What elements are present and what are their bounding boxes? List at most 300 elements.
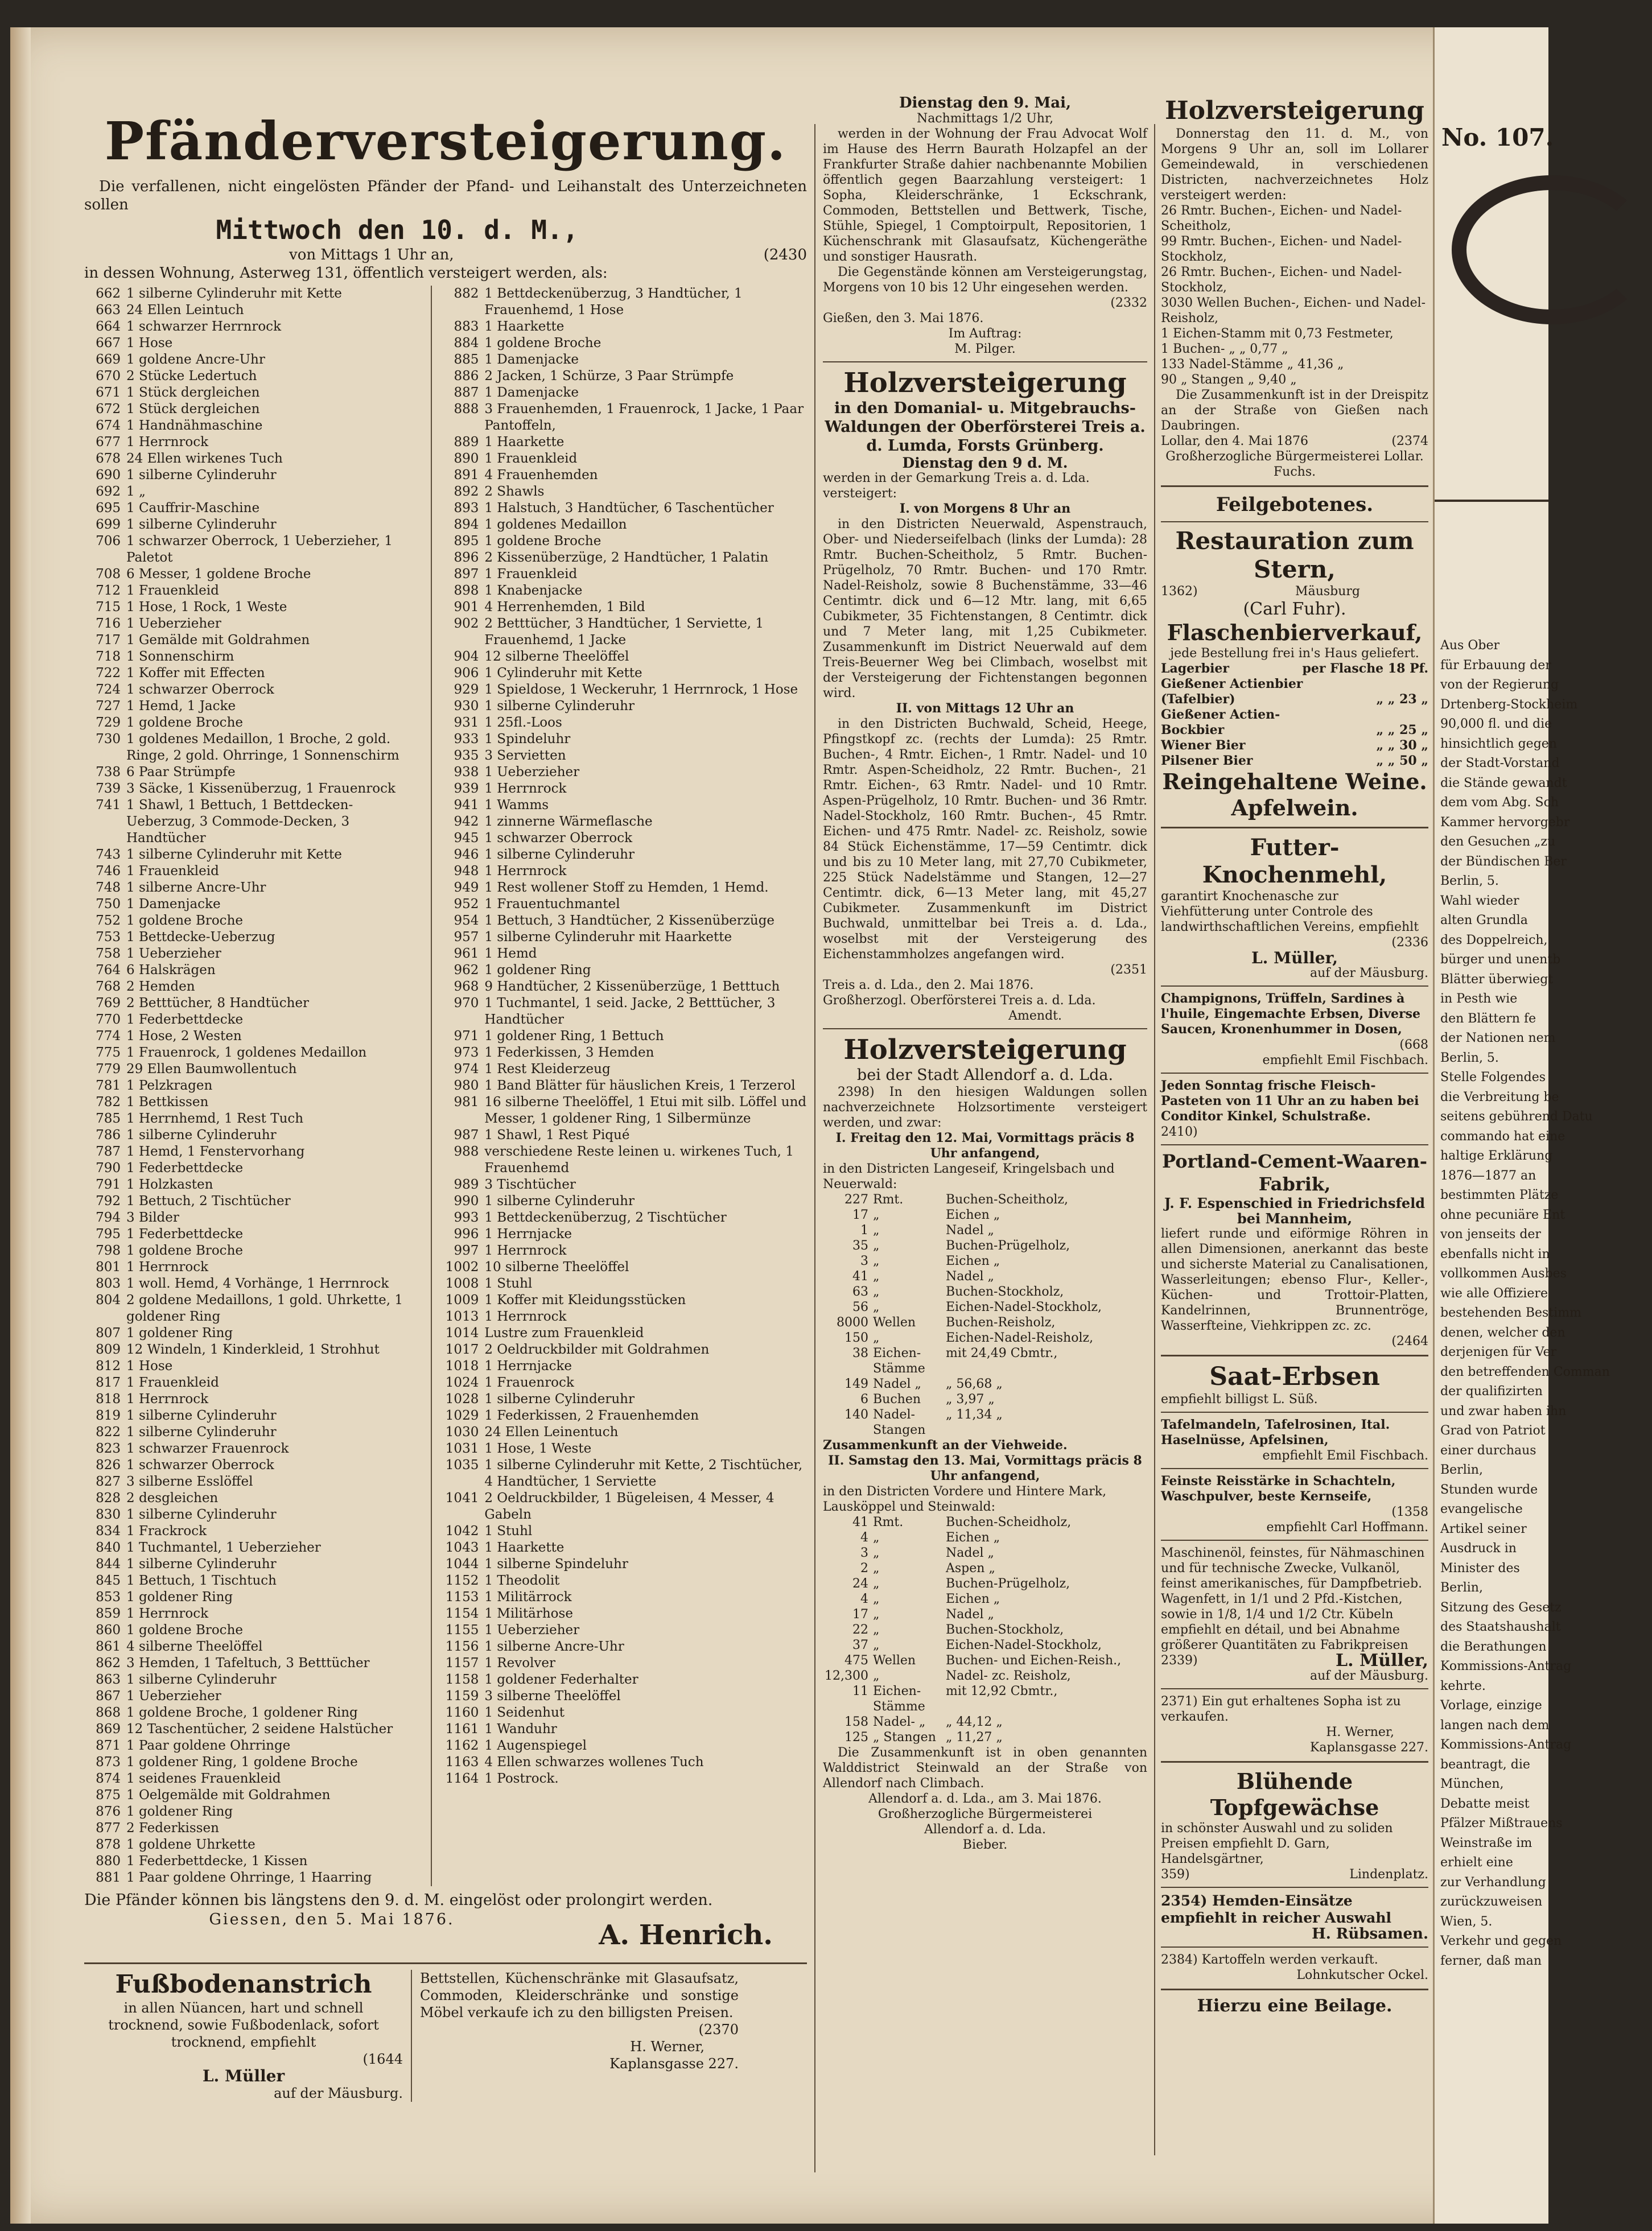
- pawn-item-number: 790: [96, 1161, 121, 1176]
- lot-row: [823, 1223, 1147, 1238]
- pawn-item-description: 24 Ellen Leintuch: [126, 303, 244, 317]
- lot-quantity: 6: [860, 1392, 868, 1407]
- adjacent-page-line: von der Regierung: [1440, 678, 1559, 692]
- pawn-item-description: 4 Ellen schwarzes wollenes Tuch: [484, 1755, 704, 1770]
- section-rule: [1161, 1468, 1428, 1469]
- pawn-item-description: 1 Stück dergleichen: [126, 402, 260, 416]
- lot-quantity: 12,300: [825, 1669, 868, 1683]
- pawn-item-description: 1 Herrnrock: [126, 1392, 209, 1407]
- lot-row: [823, 1192, 1147, 1207]
- adjacent-page-line: Verkehr und gegen: [1440, 1934, 1562, 1948]
- pawn-item-description: 1 Frackrock: [126, 1524, 207, 1539]
- pawn-item-row: [84, 1045, 421, 1061]
- pawn-item-number: 891: [454, 468, 479, 483]
- pawn-item-description: 1 Cylinderuhr mit Kette: [484, 666, 642, 681]
- pawn-item-description: 1 silberne Cylinderuhr: [126, 517, 277, 532]
- pawn-item-description: 1 Augenspiegel: [484, 1738, 587, 1753]
- pawn-item-description: 1 Frauenkleid: [126, 864, 219, 879]
- pawn-item-number: 885: [454, 352, 479, 367]
- pawn-item-number: 809: [96, 1342, 121, 1357]
- pawn-item-number: 764: [96, 963, 121, 978]
- pawn-item-row: [442, 1721, 807, 1738]
- pawn-item-row: [84, 319, 421, 335]
- pawn-item-number: 989: [454, 1177, 479, 1192]
- pawn-item-description: 2 Betttücher, 3 Handtücher, 1 Serviette, 1 Frauenhemd, 1 Jacke: [484, 616, 764, 648]
- pawn-item-number: 868: [96, 1705, 121, 1720]
- pawn-item-number: 664: [96, 319, 121, 334]
- pawn-item-description: 3 silberne Theelöffel: [484, 1689, 621, 1704]
- lot-unit: Wellen: [873, 1653, 916, 1668]
- pawn-item-description: 1 goldener Ring: [126, 1590, 233, 1605]
- pawn-item-description: 1 Bettdeckenüberzug, 2 Tischtücher: [484, 1210, 727, 1225]
- pawn-item-number: 834: [96, 1524, 121, 1539]
- pawn-item-row: [442, 995, 807, 1028]
- machine-oil-ad: Maschinenöl, feinstes, für Nähmaschinen und für technische Zwecke, Vulkanöl, feinst amerikanisches, für Dampfbetrieb.: [1161, 1546, 1425, 1591]
- pawn-item-number: 708: [96, 567, 121, 582]
- pawn-item-number: 902: [454, 616, 479, 631]
- lot-quantity: 8000: [837, 1315, 868, 1330]
- pawn-item-number: 712: [96, 583, 121, 598]
- pawn-item-number: 730: [96, 732, 121, 747]
- pawn-item-row: [442, 649, 807, 665]
- pawn-item-description: 1 Bettuch, 1 Tischtuch: [126, 1573, 277, 1588]
- lot-unit: „: [873, 1331, 880, 1345]
- pawn-item-description: 1 Haarkette: [484, 435, 565, 450]
- pawn-item-row: [442, 1292, 807, 1309]
- lot-description: Nadel „: [946, 1223, 994, 1238]
- section-rule: [84, 1962, 807, 1964]
- adjacent-page-line: den Gesuchen „zu: [1440, 835, 1556, 849]
- shirt-inserts-ad: 2354) Hemden-Einsätze empfiehlt in reicher Auswahl: [1161, 1892, 1392, 1926]
- bone-meal-address: auf der Mäusburg.: [1310, 966, 1428, 980]
- pawn-item-row: [84, 863, 421, 880]
- pawn-item-number: 1028: [445, 1392, 479, 1407]
- pawn-item-row: [442, 1259, 807, 1276]
- adjacent-page-line: die Stände gewandt: [1440, 776, 1567, 790]
- pawn-item-number: 877: [96, 1821, 121, 1836]
- treis-wood-auction-title: Holzversteigerung: [843, 367, 1127, 399]
- lot-row: [823, 1207, 1147, 1223]
- lollar-place: Lollar, den 4. Mai 1876: [1161, 434, 1309, 448]
- pawn-item-row: [84, 286, 421, 302]
- pawn-item-description: Lustre zum Frauenkleid: [484, 1326, 644, 1341]
- adjacent-page-line: von jenseits der: [1440, 1227, 1541, 1242]
- adjacent-page-line: evangelische: [1440, 1502, 1523, 1516]
- pawn-item-row: [84, 1375, 421, 1391]
- pawn-item-description: 1 Haarkette: [484, 319, 565, 334]
- starch-soap-signature: empfiehlt Carl Hoffmann.: [1266, 1520, 1428, 1535]
- pawn-item-number: 893: [454, 501, 479, 516]
- adjacent-page-line: kehrte.: [1440, 1679, 1486, 1693]
- pawn-item-row: [84, 797, 421, 847]
- pawn-item-number: 775: [96, 1045, 121, 1060]
- pawn-item-row: [442, 913, 807, 929]
- pawn-item-description: 1 Bettuch, 2 Tischtücher: [126, 1194, 291, 1209]
- pawn-item-description: 1 Bettdecke-Ueberzug: [126, 930, 275, 945]
- pawn-item-number: 807: [96, 1326, 121, 1341]
- pawn-item-description: 1 Spieldose, 1 Weckeruhr, 1 Herrnrock, 1 Hose: [484, 682, 798, 697]
- section-rule: [1161, 485, 1428, 487]
- pawn-item-row: [84, 467, 421, 484]
- beer-price-row: [1161, 707, 1428, 723]
- pawn-item-number: 826: [96, 1458, 121, 1473]
- furniture-ad-signature: H. Werner,: [630, 2039, 705, 2055]
- pawn-item-description: 1 goldene Broche: [484, 534, 602, 549]
- lot-row: [823, 1253, 1147, 1269]
- pawn-item-row: [84, 1672, 421, 1688]
- pawn-item-number: 1156: [445, 1639, 479, 1654]
- adjacent-page-line: Drtenberg-Stockheim: [1440, 697, 1578, 712]
- restaurant-title: Restauration zum Stern,: [1175, 527, 1414, 583]
- pawn-item-number: 724: [96, 682, 121, 697]
- pawn-item-row: [442, 847, 807, 863]
- lollar-lot-row: 26 Rmtr. Buchen-, Eichen- und Nadel-Scheitholz,: [1161, 204, 1402, 233]
- pawn-item-row: [84, 1457, 421, 1474]
- pawn-item-number: 1009: [445, 1293, 479, 1308]
- delicacies-ref: (668: [1399, 1038, 1428, 1052]
- adjacent-page-line: ebenfalls nicht in: [1440, 1247, 1550, 1261]
- wagon-grease-ref: 2339): [1161, 1653, 1198, 1668]
- treis-place: Treis a. d. Lda., den 2. Mai 1876.: [823, 978, 1034, 992]
- adjacent-page-line: Stunden wurde: [1440, 1482, 1538, 1497]
- pawn-auction-closing-place: Giessen, den 5. Mai 1876.: [209, 1911, 455, 1928]
- lot-row: [823, 1714, 1147, 1730]
- pawn-item-number: 875: [96, 1788, 121, 1803]
- pawn-item-row: [84, 500, 421, 517]
- adjacent-page-line: des Doppelreich,: [1440, 933, 1548, 947]
- pawn-item-description: 3 Säcke, 1 Kissenüberzug, 1 Frauenrock: [126, 781, 396, 796]
- pawn-item-row: [84, 1771, 421, 1787]
- pawn-item-number: 957: [454, 930, 479, 945]
- pawn-item-number: 929: [454, 682, 479, 697]
- pawn-item-number: 670: [96, 369, 121, 383]
- treis-wood-auction-subtitle: in den Domanial- u. Mitgebrauchs-Waldungen der Oberförsterei Treis a. d. Lumda, Forsts Grünberg.: [825, 399, 1146, 455]
- adjacent-page-line: die Verbreitung be: [1440, 1090, 1559, 1104]
- pawn-item-description: 2 Hemden: [126, 979, 195, 994]
- pawn-item-number: 717: [96, 633, 121, 648]
- pawn-item-row: [442, 665, 807, 682]
- pawn-item-row: [84, 1606, 421, 1622]
- pawn-item-number: 690: [96, 468, 121, 483]
- treis-wood-auction-date: Dienstag den 9 d. M.: [902, 455, 1068, 471]
- bone-meal-title: Futter-Knochenmehl,: [1202, 834, 1387, 888]
- section-rule: [1161, 1947, 1428, 1948]
- pawn-item-description: 1 Hose, 2 Westen: [126, 1029, 242, 1044]
- beer-name: (Tafelbier): [1161, 692, 1235, 707]
- lot-row: [823, 1315, 1147, 1330]
- lot-unit: „: [873, 1285, 880, 1299]
- pawn-item-description: 1 Gemälde mit Goldrahmen: [126, 633, 310, 648]
- lot-description: Nadel „: [946, 1546, 994, 1560]
- pawn-item-row: [442, 1540, 807, 1556]
- strip-rule: [1435, 500, 1548, 502]
- pawn-item-row: [442, 517, 807, 533]
- pawn-item-number: 748: [96, 880, 121, 895]
- pawn-item-number: 770: [96, 1012, 121, 1027]
- pawn-item-row: [442, 1276, 807, 1292]
- pawn-item-number: 942: [454, 814, 479, 829]
- pawn-item-number: 901: [454, 600, 479, 615]
- adjacent-page-line: Berlin,: [1440, 1463, 1483, 1477]
- pawn-item-description: 12 Windeln, 1 Kinderkleid, 1 Strohhut: [126, 1342, 380, 1357]
- pawn-item-description: 1 goldene Broche: [126, 715, 243, 730]
- pawn-item-row: [442, 1573, 807, 1589]
- adjacent-page-line: 90,000 fl. und die: [1440, 717, 1552, 731]
- pawn-auction-intro: Die verfallenen, nicht eingelösten Pfänder der Pfand- und Leihanstalt des Unterzeichneten sollen: [84, 178, 807, 213]
- pawn-item-description: 1 Seidenhut: [484, 1705, 565, 1720]
- pawn-item-number: 758: [96, 946, 121, 961]
- pawn-auction-ref: (2430: [763, 246, 807, 263]
- pawn-item-number: 1018: [445, 1359, 479, 1374]
- pawn-item-row: [84, 1391, 421, 1408]
- pawn-item-number: 715: [96, 600, 121, 615]
- pawn-item-row: [442, 1177, 807, 1193]
- cement-factory-title: Portland-Cement-Waaren-Fabrik,: [1161, 1150, 1427, 1195]
- pawn-item-number: 946: [454, 847, 479, 862]
- pawn-item-description: 1 Herrnrock: [126, 435, 209, 450]
- lot-description: „ 3,97 „: [946, 1392, 995, 1407]
- adjacent-page-line: bürger und unentb: [1440, 952, 1561, 967]
- pawn-item-row: [442, 1754, 807, 1771]
- pawn-item-number: 906: [454, 666, 479, 681]
- adjacent-page-line: ohne pecuniäre Ent: [1440, 1207, 1566, 1222]
- pawn-item-description: 1 Militärhose: [484, 1606, 573, 1621]
- pawn-item-description: 3 Frauenhemden, 1 Frauenrock, 1 Jacke, 1 Paar Pantoffeln,: [484, 402, 804, 433]
- lot-unit: „ Stangen: [873, 1730, 936, 1745]
- pawn-item-row: [442, 500, 807, 517]
- pawn-item-number: 961: [454, 946, 479, 961]
- lot-row: [823, 1284, 1147, 1300]
- pawn-item-description: 4 Herrenhemden, 1 Bild: [484, 600, 645, 615]
- pawn-item-description: 1 Theodolit: [484, 1573, 560, 1588]
- pawn-item-number: 1162: [445, 1738, 479, 1753]
- adjacent-page-line: hinsichtlich gegen: [1440, 736, 1557, 751]
- pawn-item-row: [442, 1655, 807, 1672]
- pawn-item-number: 699: [96, 517, 121, 532]
- pawn-item-description: 1 silberne Cylinderuhr mit Kette: [126, 847, 342, 862]
- pawn-item-number: 949: [454, 880, 479, 895]
- pawn-item-row: [442, 1738, 807, 1754]
- lot-description: Nadel „: [946, 1269, 994, 1284]
- middle-column: [823, 96, 1147, 1853]
- pawn-item-number: 954: [454, 913, 479, 928]
- pawn-item-description: 1 Holzkasten: [126, 1177, 213, 1192]
- lot-description: mit 12,92 Cbmtr.,: [946, 1684, 1058, 1698]
- pawn-item-number: 738: [96, 765, 121, 780]
- lot-row: [823, 1668, 1147, 1684]
- pawn-item-row: [442, 979, 807, 995]
- lot-unit: „: [873, 1239, 880, 1253]
- starch-soap-list: Feinste Reisstärke in Schachteln, Waschpulver, beste Kernseife,: [1161, 1474, 1396, 1504]
- beer-price-row: [1161, 677, 1428, 692]
- beer-name: Wiener Bier: [1161, 738, 1246, 753]
- pawn-item-row: [84, 1853, 421, 1870]
- table-fruit-list: Tafelmandeln, Tafelrosinen, Ital. Haselnüsse, Apfelsinen,: [1161, 1417, 1390, 1448]
- pawn-item-number: 874: [96, 1771, 121, 1786]
- pawn-item-number: 752: [96, 913, 121, 928]
- pawn-item-number: 823: [96, 1441, 121, 1456]
- pawn-item-number: 948: [454, 864, 479, 879]
- adjacent-page-line: bestimmten Plätze: [1440, 1188, 1559, 1202]
- pawn-auction-title: Pfänderversteigerung.: [104, 110, 787, 172]
- pawn-item-description: 1 Hose, 1 Weste: [484, 1441, 592, 1456]
- pawn-item-row: [442, 1342, 807, 1358]
- allendorf-signature-town: Allendorf a. d. Lda.: [924, 1822, 1047, 1837]
- pawn-item-number: 860: [96, 1623, 121, 1638]
- lot-quantity: 150: [844, 1331, 868, 1345]
- pawn-item-description: 1 Revolver: [484, 1656, 556, 1671]
- lot-row: [823, 1392, 1147, 1407]
- pawn-item-description: 1 Tuchmantel, 1 Ueberzieher: [126, 1540, 321, 1555]
- lot-row: [823, 1576, 1147, 1591]
- lot-quantity: 4: [860, 1531, 868, 1545]
- pawn-item-number: 1031: [445, 1441, 479, 1456]
- adjacent-page-line: erhielt eine: [1440, 1855, 1513, 1870]
- pawn-item-description: 1 Frauenkleid: [126, 583, 219, 598]
- adjacent-page-line: langen nach dem: [1440, 1718, 1550, 1733]
- lot-unit: „: [873, 1577, 880, 1591]
- pawn-item-row: [84, 979, 421, 995]
- adjacent-page-text: [1440, 636, 1610, 1971]
- allendorf-section-2-text: in den Districten Vordere und Hintere Mark, Lausköppel und Steinwald:: [823, 1484, 1107, 1514]
- adjacent-page-line: den betreffenden Comman: [1440, 1364, 1610, 1379]
- pawn-item-number: 897: [454, 567, 479, 582]
- pawn-item-number: 933: [454, 732, 479, 747]
- pawn-item-description: 1 Bettkissen: [126, 1095, 209, 1110]
- wagon-grease-signature: L. Müller,: [1336, 1651, 1428, 1671]
- pawn-item-row: [84, 1639, 421, 1655]
- pawn-item-number: 970: [454, 996, 479, 1011]
- beer-price-list: [1161, 661, 1428, 769]
- pawn-item-description: 1 Herrnjacke: [484, 1359, 572, 1374]
- pawn-item-number: 878: [96, 1837, 121, 1852]
- adjacent-page-line: Minister des: [1440, 1561, 1520, 1576]
- pawn-item-row: [84, 1358, 421, 1375]
- lot-quantity: 38: [852, 1346, 868, 1360]
- pawn-item-description: 1 goldene Broche, 1 goldener Ring: [126, 1705, 358, 1720]
- pawn-auction-date: Mittwoch den 10. d. M.,: [216, 215, 579, 245]
- section-rule: [823, 361, 1147, 362]
- pawn-item-row: [442, 335, 807, 352]
- lot-unit: „: [873, 1669, 880, 1683]
- pawn-item-row: [442, 715, 807, 731]
- lot-unit: Rmt.: [873, 1193, 904, 1207]
- lot-quantity: 63: [852, 1285, 868, 1299]
- pawn-item-number: 669: [96, 352, 121, 367]
- pawn-auction-notice: [84, 110, 807, 2102]
- treis-signature: Großherzogl. Oberförsterei Treis a. d. Lda.: [823, 993, 1096, 1008]
- lot-unit: Buchen: [873, 1392, 921, 1407]
- pawn-item-row: [84, 1226, 421, 1243]
- lot-description: Buchen-Scheidholz,: [946, 1515, 1072, 1529]
- lot-unit: Nadel-Stangen: [873, 1408, 926, 1437]
- beer-price-row: [1161, 723, 1428, 738]
- pawn-item-description: 1 silberne Cylinderuhr: [126, 468, 277, 483]
- pawn-item-number: 672: [96, 402, 121, 416]
- pawn-item-row: [84, 1754, 421, 1771]
- furniture-ad-text: Bettstellen, Küchenschränke mit Glasaufsatz, Commoden, Kleiderschränke und sonstige Möbel verkaufe ich zu den billigsten Preisen.: [420, 1970, 739, 2020]
- pawn-item-number: 892: [454, 484, 479, 499]
- pawn-item-description: 1 goldene Broche: [484, 336, 602, 350]
- allendorf-meeting-1: Zusammenkunft an der Viehweide.: [823, 1438, 1068, 1453]
- pawn-item-row: [84, 566, 421, 583]
- lollar-wood-auction-text: Donnerstag den 11. d. M., von Morgens 9 Uhr an, soll im Lollarer Gemeindewald, in verschiedenen Districten, nachverzeichnetes Holz versteigert werden:: [1161, 127, 1428, 203]
- allendorf-lot-list-1: [823, 1192, 1147, 1438]
- section-rule: [1161, 1688, 1428, 1689]
- pawn-item-description: 1 Herrnrock: [484, 781, 567, 796]
- pawn-item-description: 1 Herrnrock: [126, 1260, 209, 1275]
- pawn-item-row: [84, 1474, 421, 1490]
- adjacent-page-line: bestehenden Bestimm: [1440, 1306, 1581, 1320]
- pawn-item-row: [84, 1787, 421, 1804]
- floor-paint-title: Fußbodenanstrich: [115, 1970, 372, 1999]
- pawn-item-row: [442, 1441, 807, 1457]
- pawn-item-row: [442, 1556, 807, 1573]
- pawn-item-row: [84, 1721, 421, 1738]
- pawn-item-row: [84, 1820, 421, 1837]
- pawn-auction-closing: Die Pfänder können bis längstens den 9. d. M. eingelöst oder prolongirt werden.: [84, 1891, 713, 1909]
- adjacent-page-line: zurückzuweisen: [1440, 1895, 1543, 1909]
- pawn-item-row: [442, 1705, 807, 1721]
- page-gutter: [10, 27, 31, 2224]
- lollar-ref: (2374: [1391, 434, 1428, 448]
- pawn-item-row: [442, 484, 807, 500]
- pawn-item-number: 1158: [445, 1672, 479, 1687]
- pawn-item-row: [84, 698, 421, 715]
- pawn-item-row: [442, 781, 807, 797]
- treis-section-2-text: in den Districten Buchwald, Scheid, Heege, Pfingstkopf zc. (rechts der Lumda): 25 Rmtr. Buchen-, 4 Rmtr. Eichen-, 1 Rmtr. Nadel- und 10 Rmtr. Aspen-Scheidholz, 22 Rmtr. Buchen-, 21 Rmtr. Eichen-, 63 Rmtr. Nadel- und 10 Rmtr. Aspen-Prügelholz, 10 Rmtr. Buchen- und 36 Rmtr. Nadel-Stockholz, 160 Rmtr. Buchen-, 45 Rmtr. Eichen- und 475 Rmtr. Nadel- zc. Reisholz, sowie 84 Stück Eichenstämme, 17—59 Centimtr. dick und bis zu 10 Meter lang, mit 27,70 Cubikmeter, 225 Stück Nadelstämme und Stangen, 12—27 Centimtr. dick, 6—13 Meter lang, mit 45,27 Cubikmeter. Zusammenkunft im District Buchwald, unmittelbar bei Treis a. d. Lda., woselbst mit der Versteigerung des Eichenstammholzes angefangen wird.: [823, 717, 1147, 962]
- lot-row: [823, 1638, 1147, 1653]
- pawn-item-number: 876: [96, 1804, 121, 1819]
- pawn-item-row: [442, 1226, 807, 1243]
- pawn-item-description: 1 silberne Spindeluhr: [484, 1557, 628, 1572]
- pawn-item-description: 2 Oeldruckbilder, 1 Bügeleisen, 4 Messer, 4 Gabeln: [484, 1491, 774, 1522]
- lot-description: Nadel „: [946, 1607, 994, 1622]
- pawn-item-row: [84, 418, 421, 434]
- pawn-item-number: 779: [96, 1062, 121, 1077]
- pawn-item-row: [442, 797, 807, 814]
- delicacies-list: Champignons, Trüffeln, Sardines à l'huile, Eingemachte Erbsen, Diverse Saucen, Kronenhummer in Dosen,: [1161, 991, 1420, 1037]
- pawn-item-number: 880: [96, 1854, 121, 1869]
- pawn-item-number: 1035: [445, 1458, 479, 1473]
- cement-factory-text: liefert runde und eiförmige Röhren in allen Dimensionen, anerkannt das beste und sicherste Material zu Canalisationen, Wasserleitungen; ebenso Flur-, Keller-, Küchen- und Trottoir-Platten, Kandelrinnen, Brunnentröge, Wasserfteine, Viehkrippen zc. zc.: [1161, 1227, 1428, 1333]
- pawn-item-description: 1 Federbettdecke: [126, 1161, 244, 1176]
- pawn-item-number: 1157: [445, 1656, 479, 1671]
- pawn-item-description: 1 Koffer mit Kleidungsstücken: [484, 1293, 686, 1308]
- lot-description: Buchen-Prügelholz,: [946, 1239, 1070, 1253]
- pawn-item-description: 1 Hose: [126, 336, 173, 350]
- beer-price-row: [1161, 753, 1428, 769]
- pawn-item-number: 1030: [445, 1425, 479, 1440]
- pawn-item-description: 1 Tuchmantel, 1 seid. Jacke, 2 Betttücher, 3 Handtücher: [484, 996, 776, 1027]
- lot-row: [823, 1269, 1147, 1284]
- pawn-item-description: 3 Servietten: [484, 748, 566, 763]
- pawn-item-description: 1 Herrnhemd, 1 Rest Tuch: [126, 1111, 304, 1126]
- pawn-item-description: 1 Band Blätter für häuslichen Kreis, 1 Terzerol: [484, 1078, 796, 1093]
- beer-price: „ „ 30 „: [1376, 738, 1428, 753]
- pawn-item-description: 1 Bettdeckenüberzug, 3 Handtücher, 1 Frauenhemd, 1 Hose: [484, 286, 743, 317]
- lot-description: Buchen-Stockholz,: [946, 1285, 1064, 1299]
- lollar-lot-row: 133 Nadel-Stämme „ 41,36 „: [1161, 357, 1344, 372]
- pawn-item-row: [442, 1375, 807, 1391]
- pawn-item-description: 1 silberne Cylinderuhr: [484, 847, 635, 862]
- lot-unit: „: [873, 1638, 880, 1652]
- pawn-item-row: [84, 962, 421, 979]
- pawn-item-number: 674: [96, 418, 121, 433]
- pawn-item-number: 853: [96, 1590, 121, 1605]
- household-auction-text: werden in der Wohnung der Frau Advocat Wolf im Hause des Herrn Baurath Holzapfel an der Frankfurter Straße dahier nachbenannte Mobilien öffentlich gegen Baarzahlung versteigert: 1 Sopha, Kleiderschränke, 1 Eckschrank, Commoden, Bettstellen und Bettwerk, Tische, Stühle, Spiegel, 1 Comptoirpult, Repositorien, 1 Küchenschrank mit Glasaufsatz, Küchengeräthe und sonstiger Hausrath.: [823, 127, 1147, 264]
- lollar-meeting: Die Zusammenkunft ist in der Dreispitz an der Straße von Gießen nach Daubringen.: [1161, 388, 1428, 433]
